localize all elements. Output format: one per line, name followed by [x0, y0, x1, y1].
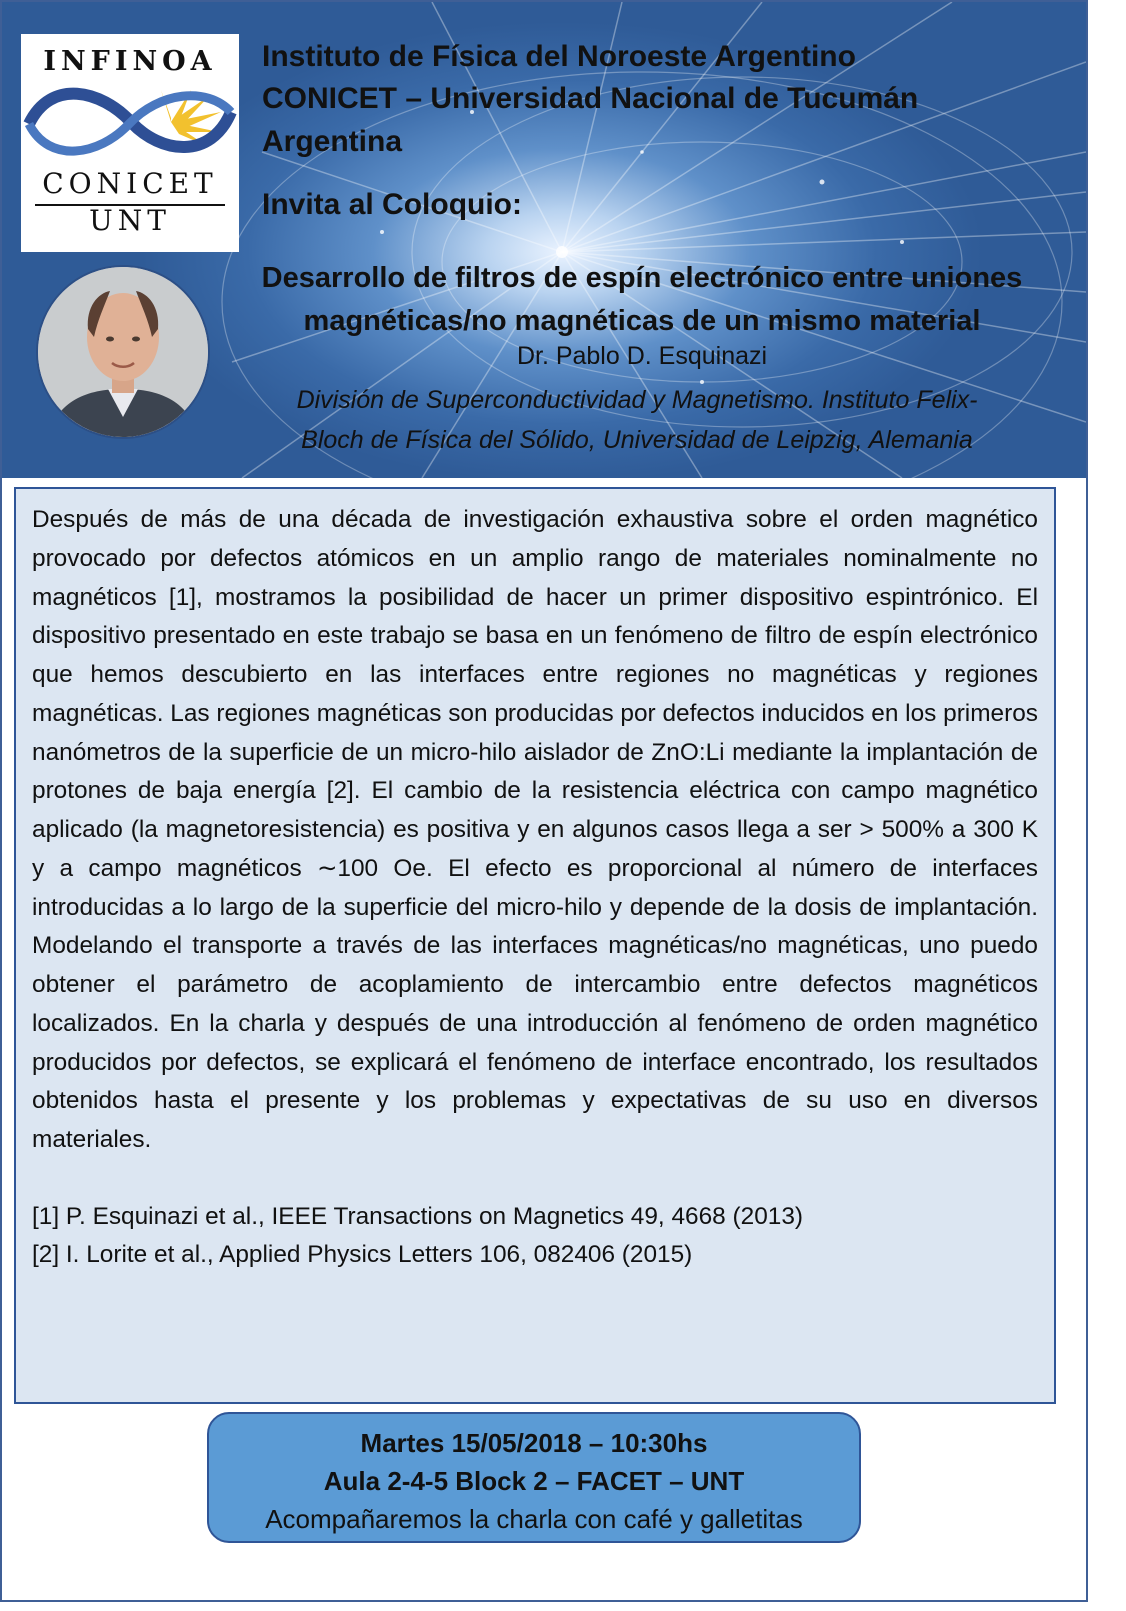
institution-line-3: Argentina — [262, 125, 403, 158]
speaker-portrait-icon — [38, 267, 208, 437]
talk-title — [212, 257, 1072, 343]
institution-logo — [21, 34, 239, 252]
talk-title-line-1: Desarrollo de filtros de espín electrónico entre uniones — [261, 262, 1023, 294]
speaker-name: Dr. Pablo D. Esquinazi — [516, 342, 768, 370]
reference-2: [2] I. Lorite et al., Applied Physics Letters 106, 082406 (2015) — [32, 1241, 693, 1269]
event-datetime: Martes 15/05/2018 – 10:30hs — [360, 1428, 708, 1458]
logo-infinoa-text: INFINOA — [43, 46, 217, 77]
institution-line-2: CONICET – Universidad Nacional de Tucumán — [262, 82, 919, 115]
speaker-affiliation — [227, 380, 1047, 460]
logo-conicet-text: CONICET — [42, 167, 218, 200]
abstract-panel — [14, 487, 1056, 1404]
event-location: Aula 2-4-5 Block 2 – FACET – UNT — [323, 1466, 745, 1496]
infinity-sun-logo-icon — [21, 82, 239, 162]
speaker-photo — [36, 265, 210, 439]
abstract-text: Después de más de una década de investigación exhaustiva sobre el orden magnético provocado por defectos atómicos en un amplio rango de materiales nominalmente no magnéticos [1], mostramos la posibilidad de hacer un primer dispositivo espintrónico. El dispositivo presentado en este trabajo se basa en un fenómeno de filtro de espín electrónico que hemos descubierto en las interfaces entre regiones no magnéticas y regiones magnéticas. Las regiones magnéticas son producidas por defectos inducidos en los primeros nanómetros de la superficie de un micro-hilo aislador de ZnO:Li mediante la implantación de protones de baja energía [2]. El cambio de la resistencia eléctrica con campo magnético aplicado (la magnetoresistencia) es positiva y en algunos casos llega a ser > 500% a 300 K y a campo magnéticos ∼100 Oe. El efecto es proporcional al número de interfaces introducidas a lo largo de la superficie del micro-hilo y depende de la dosis de implantación. Modelando el transporte a través de las interfaces magnéticas/no magnéticas, uno puedo obtener el parámetro de acoplamiento de intercambio entre defectos magnéticos localizados. En la charla y después de una introducción al fenómeno de orden magnético producidos por defectos, se explicará el fenómeno de interface encontrado, los resultados obtenidos hasta el presente y los problemas y expectativas de su uso en diversos materiales. — [32, 506, 1038, 1153]
reference-1: [1] P. Esquinazi et al., IEEE Transactions on Magnetics 49, 4668 (2013) — [32, 1202, 804, 1230]
event-note: Acompañaremos la charla con café y galletitas — [265, 1504, 803, 1534]
affiliation-line-2: Bloch de Física del Sólido, Universidad de Leipzig, Alemania — [301, 426, 973, 454]
invite-heading: Invita al Coloquio: — [262, 188, 522, 221]
talk-title-line-2: magnéticas/no magnéticas de un mismo material — [303, 305, 981, 337]
affiliation-line-1: División de Superconductividad y Magnetismo. Instituto Felix- — [296, 386, 978, 414]
event-info-box — [207, 1412, 861, 1543]
logo-unt-text: UNT — [89, 204, 171, 237]
institution-line-1: Instituto de Física del Noroeste Argentino — [262, 40, 856, 73]
